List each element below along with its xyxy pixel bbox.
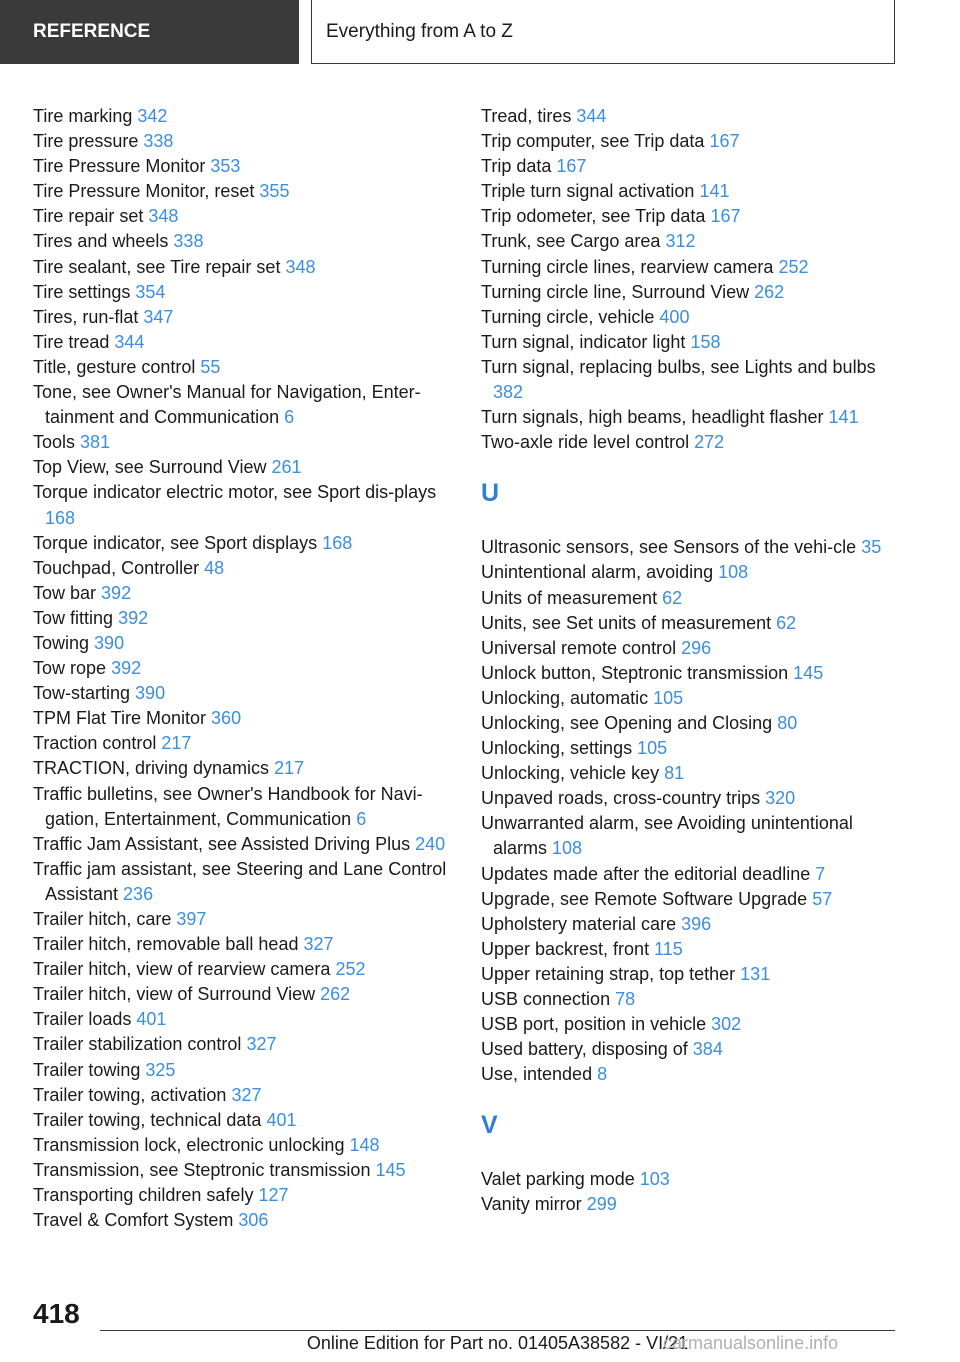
entry-page-link[interactable]: 145 xyxy=(375,1159,406,1180)
index-entry xyxy=(33,706,448,731)
entry-term: Unintentional alarm, avoiding xyxy=(481,562,714,583)
index-entry xyxy=(481,636,891,661)
entry-term: Turning circle line, Surround View xyxy=(481,281,750,302)
index-entry xyxy=(33,606,448,631)
entry-term: Travel & Comfort System xyxy=(33,1210,234,1231)
index-entry xyxy=(33,179,448,204)
index-entry xyxy=(481,305,891,330)
entry-page-link[interactable]: 401 xyxy=(266,1109,297,1130)
entry-term: Tire Pressure Monitor, reset xyxy=(33,181,255,202)
index-entry xyxy=(481,330,891,355)
entry-term: Trunk, see Cargo area xyxy=(481,231,661,252)
entry-term: Tread, tires xyxy=(481,106,572,126)
entry-page-link[interactable]: 390 xyxy=(94,632,125,653)
entry-page-link[interactable]: 48 xyxy=(204,557,225,578)
entry-page-link[interactable]: 80 xyxy=(777,712,798,733)
entry-term: Tow-starting xyxy=(33,683,131,704)
letter-u: U xyxy=(481,479,500,508)
entry-page-link[interactable]: 105 xyxy=(637,738,668,759)
entry-page-link[interactable]: 217 xyxy=(161,733,192,754)
index-group-v xyxy=(481,1167,891,1217)
entry-term: Trailer stabilization control xyxy=(33,1034,242,1055)
entry-page-link[interactable]: 320 xyxy=(765,788,796,809)
entry-page-link[interactable]: 141 xyxy=(828,407,859,428)
index-entry xyxy=(481,535,891,560)
entry-term: TPM Flat Tire Monitor xyxy=(33,708,207,729)
entry-page-link[interactable]: 272 xyxy=(694,432,725,453)
index-entry xyxy=(33,480,448,530)
footer-divider xyxy=(100,1330,895,1331)
entry-page-link[interactable]: 105 xyxy=(653,687,684,708)
entry-term: Title, gesture control xyxy=(33,356,196,377)
entry-page-link[interactable]: 57 xyxy=(812,888,833,909)
entry-page-link[interactable]: 296 xyxy=(681,637,712,658)
entry-term: Trailer hitch, view of rearview camera xyxy=(33,959,331,980)
index-entry xyxy=(481,962,891,987)
entry-page-link[interactable]: 6 xyxy=(356,808,367,829)
entry-term: Trip odometer, see Trip data xyxy=(481,206,706,227)
index-entry xyxy=(33,1058,448,1083)
index-entry xyxy=(33,631,448,656)
entry-term: Tire tread xyxy=(33,331,110,352)
entry-page-link[interactable]: 108 xyxy=(718,562,749,583)
entry-term: Turn signal, indicator light xyxy=(481,331,686,352)
entry-page-link[interactable]: 400 xyxy=(659,306,690,327)
entry-page-link[interactable]: 262 xyxy=(320,984,351,1005)
entry-term: Unlocking, automatic xyxy=(481,687,649,708)
index-entry xyxy=(33,430,448,455)
entry-term: Upper backrest, front xyxy=(481,938,650,959)
index-entry xyxy=(481,862,891,887)
entry-page-link[interactable]: 141 xyxy=(699,181,730,202)
entry-term: Units, see Set units of measurement xyxy=(481,612,772,633)
entry-term: Trailer hitch, removable ball head xyxy=(33,934,299,955)
index-entry xyxy=(481,280,891,305)
index-entry xyxy=(481,255,891,280)
index-entry xyxy=(33,229,448,254)
entry-page-link[interactable]: 236 xyxy=(123,883,154,904)
index-entry xyxy=(33,104,448,129)
index-entry xyxy=(33,1083,448,1108)
entry-page-link[interactable]: 384 xyxy=(692,1039,723,1060)
entry-page-link[interactable]: 397 xyxy=(176,909,207,929)
index-entry xyxy=(33,380,448,430)
index-entry xyxy=(33,355,448,380)
entry-term: Transmission lock, electronic unlocking xyxy=(33,1134,345,1155)
entry-page-link[interactable]: 348 xyxy=(285,256,316,277)
entry-page-link[interactable]: 354 xyxy=(135,281,166,302)
entry-term: Upper retaining strap, top tether xyxy=(481,963,736,984)
entry-term: Valet parking mode xyxy=(481,1169,635,1190)
entry-page-link[interactable]: 131 xyxy=(740,963,771,984)
index-entry xyxy=(33,731,448,756)
entry-page-link[interactable]: 252 xyxy=(335,959,366,980)
index-entry xyxy=(33,907,448,932)
index-entry xyxy=(33,255,448,280)
index-entry xyxy=(481,405,891,430)
edition-note: Online Edition for Part no. 01405A38582 - VI/21 xyxy=(306,1333,689,1353)
index-entry xyxy=(481,786,891,811)
entry-page-link[interactable]: 396 xyxy=(681,913,712,934)
entry-page-link[interactable]: 348 xyxy=(148,206,179,227)
index-entry xyxy=(481,154,891,179)
entry-page-link[interactable]: 262 xyxy=(754,281,785,302)
index-entry xyxy=(481,811,891,861)
watermark: carmanualsonline.info xyxy=(663,1333,839,1353)
entry-page-link[interactable]: 401 xyxy=(136,1009,167,1030)
entry-page-link[interactable]: 148 xyxy=(349,1134,380,1155)
entry-term: Traffic Jam Assistant, see Assisted Driving Plus xyxy=(33,833,411,854)
entry-page-link[interactable]: 312 xyxy=(665,231,696,252)
entry-page-link[interactable]: 306 xyxy=(238,1210,269,1231)
entry-term: Trailer hitch, care xyxy=(33,909,172,929)
entry-page-link[interactable]: 347 xyxy=(143,306,174,327)
page-number: 418 xyxy=(33,1298,80,1329)
index-entry xyxy=(33,154,448,179)
letter-v: V xyxy=(481,1111,498,1140)
entry-term: Tire sealant, see Tire repair set xyxy=(33,256,281,277)
entry-term: Turn signal, replacing bulbs, see Lights and bulbs xyxy=(481,356,876,377)
entry-term: Tone, see Owner's Manual for Navigation, Enter‐tainment and Communication xyxy=(33,382,421,428)
entry-page-link[interactable]: 327 xyxy=(303,934,334,955)
entry-term: Tools xyxy=(33,432,76,453)
index-column-left xyxy=(33,104,448,1233)
entry-term: Traffic bulletins, see Owner's Handbook for Navi‐gation, Entertainment, Communication xyxy=(33,783,423,829)
entry-page-link[interactable]: 392 xyxy=(118,607,149,628)
index-entry xyxy=(481,1037,891,1062)
index-entry xyxy=(481,711,891,736)
index-entry xyxy=(33,656,448,681)
entry-term: Torque indicator electric motor, see Sport dis‐plays xyxy=(33,482,437,503)
index-column-right xyxy=(481,104,891,1218)
entry-page-link[interactable]: 7 xyxy=(815,863,826,884)
entry-term: Trailer towing, activation xyxy=(33,1084,227,1105)
entry-term: Touchpad, Controller xyxy=(33,557,200,578)
entry-term: Turning circle lines, rearview camera xyxy=(481,256,774,277)
index-entry xyxy=(33,129,448,154)
index-entry xyxy=(33,982,448,1007)
entry-term: Updates made after the editorial deadline xyxy=(481,863,811,884)
index-entry xyxy=(481,229,891,254)
entry-term: Turn signals, high beams, headlight flasher xyxy=(481,407,824,428)
entry-page-link[interactable]: 81 xyxy=(664,763,685,784)
entry-page-link[interactable]: 252 xyxy=(778,256,809,277)
entry-term: Unlocking, see Opening and Closing xyxy=(481,712,773,733)
entry-page-link[interactable]: 217 xyxy=(274,758,305,779)
entry-term: Two-axle ride level control xyxy=(481,432,690,453)
entry-term: Universal remote control xyxy=(481,637,677,658)
index-entry xyxy=(33,581,448,606)
entry-term: Unpaved roads, cross-country trips xyxy=(481,788,761,809)
entry-page-link[interactable]: 167 xyxy=(556,156,587,177)
entry-term: Unwarranted alarm, see Avoiding unintentional alarms xyxy=(481,813,853,859)
letter-heading-v xyxy=(481,1087,891,1167)
letter-heading-u xyxy=(481,455,891,535)
index-entry xyxy=(33,782,448,832)
entry-term: Turning circle, vehicle xyxy=(481,306,655,327)
index-entry xyxy=(481,937,891,962)
index-entry xyxy=(481,1192,891,1217)
entry-term: Trailer hitch, view of Surround View xyxy=(33,984,316,1005)
index-entry xyxy=(33,681,448,706)
entry-page-link[interactable]: 327 xyxy=(246,1034,277,1055)
index-entry xyxy=(33,957,448,982)
index-entry xyxy=(481,104,891,129)
index-entry xyxy=(33,1208,448,1233)
index-group-u xyxy=(481,535,891,1087)
entry-term: Upholstery material care xyxy=(481,913,677,934)
entry-page-link[interactable]: 115 xyxy=(654,938,683,959)
entry-term: Towing xyxy=(33,632,90,653)
entry-term: Tire Pressure Monitor xyxy=(33,156,206,177)
entry-page-link[interactable]: 392 xyxy=(101,582,132,603)
entry-page-link[interactable]: 338 xyxy=(173,231,204,252)
entry-term: Torque indicator, see Sport displays xyxy=(33,532,318,553)
entry-page-link[interactable]: 127 xyxy=(258,1185,289,1206)
index-entry xyxy=(481,686,891,711)
index-entry xyxy=(481,355,891,405)
entry-term: USB port, position in vehicle xyxy=(481,1014,707,1035)
chapter-title: Everything from A to Z xyxy=(326,20,513,42)
entry-page-link[interactable]: 327 xyxy=(231,1084,262,1105)
index-entry xyxy=(33,1133,448,1158)
entry-term: Tires and wheels xyxy=(33,231,169,252)
entry-page-link[interactable]: 6 xyxy=(284,407,295,428)
index-entry xyxy=(33,1007,448,1032)
entry-page-link[interactable]: 342 xyxy=(137,106,168,126)
entry-term: Tow rope xyxy=(33,658,107,679)
entry-page-link[interactable]: 299 xyxy=(586,1194,617,1215)
index-entry xyxy=(481,611,891,636)
index-entry xyxy=(481,129,891,154)
entry-page-link[interactable]: 392 xyxy=(111,658,142,679)
entry-page-link[interactable]: 344 xyxy=(576,106,607,126)
index-entry xyxy=(481,1167,891,1192)
entry-page-link[interactable]: 158 xyxy=(690,331,721,352)
index-entry xyxy=(481,430,891,455)
entry-page-link[interactable]: 390 xyxy=(135,683,166,704)
section-title: REFERENCE xyxy=(33,21,151,42)
entry-term: TRACTION, driving dynamics xyxy=(33,758,270,779)
index-entry xyxy=(481,912,891,937)
entry-term: Vanity mirror xyxy=(481,1194,582,1215)
entry-term: Tire pressure xyxy=(33,131,139,152)
entry-page-link[interactable]: 261 xyxy=(271,457,302,478)
index-entry xyxy=(33,1032,448,1057)
entry-term: Triple turn signal activation xyxy=(481,181,695,202)
index-entry xyxy=(33,832,448,857)
index-entry xyxy=(481,661,891,686)
entry-page-link[interactable]: 355 xyxy=(259,181,290,202)
entry-term: Unlock button, Steptronic transmission xyxy=(481,662,789,683)
entry-page-link[interactable]: 353 xyxy=(210,156,241,177)
index-entry xyxy=(33,857,448,907)
index-entry xyxy=(33,305,448,330)
entry-term: Trip computer, see Trip data xyxy=(481,131,705,152)
index-entry xyxy=(33,932,448,957)
entry-term: Trip data xyxy=(481,156,552,177)
entry-term: Upgrade, see Remote Software Upgrade xyxy=(481,888,808,909)
entry-term: Tires, run-flat xyxy=(33,306,139,327)
chapter-header xyxy=(311,0,895,64)
entry-page-link[interactable]: 360 xyxy=(211,708,242,729)
index-entry xyxy=(33,556,448,581)
entry-page-link[interactable]: 103 xyxy=(639,1169,670,1190)
entry-page-link[interactable]: 168 xyxy=(322,532,353,553)
index-entry xyxy=(481,987,891,1012)
entry-term: Ultrasonic sensors, see Sensors of the vehi‐cle xyxy=(481,537,857,558)
index-entry xyxy=(33,455,448,480)
entry-page-link[interactable]: 344 xyxy=(114,331,145,352)
index-entry xyxy=(33,280,448,305)
entry-term: Traction control xyxy=(33,733,157,754)
entry-term: Unlocking, settings xyxy=(481,738,633,759)
entry-page-link[interactable]: 78 xyxy=(615,989,636,1009)
entry-page-link[interactable]: 382 xyxy=(493,382,524,403)
entry-page-link[interactable]: 338 xyxy=(143,131,174,152)
entry-page-link[interactable]: 325 xyxy=(145,1059,176,1080)
entry-term: Tow fitting xyxy=(33,607,114,628)
index-entry xyxy=(481,761,891,786)
entry-page-link[interactable]: 145 xyxy=(793,662,824,683)
entry-page-link[interactable]: 240 xyxy=(415,833,446,854)
index-entry xyxy=(33,531,448,556)
entry-term: Traffic jam assistant, see Steering and Lane Control Assistant xyxy=(33,858,447,904)
entry-page-link[interactable]: 55 xyxy=(200,356,221,377)
index-entry xyxy=(33,1183,448,1208)
index-entry xyxy=(481,736,891,761)
index-entry xyxy=(481,179,891,204)
section-tab xyxy=(0,0,299,64)
index-entry xyxy=(33,1158,448,1183)
entry-term: Tire repair set xyxy=(33,206,144,227)
entry-page-link[interactable]: 62 xyxy=(776,612,797,633)
index-entry xyxy=(481,1062,891,1087)
index-entry xyxy=(481,1012,891,1037)
entry-page-link[interactable]: 168 xyxy=(45,507,76,528)
entry-term: USB connection xyxy=(481,989,611,1009)
index-group-t xyxy=(481,104,891,455)
entry-page-link[interactable]: 302 xyxy=(711,1014,742,1035)
index-entry xyxy=(481,887,891,912)
index-entry xyxy=(481,204,891,229)
entry-term: Use, intended xyxy=(481,1064,593,1085)
entry-term: Tire settings xyxy=(33,281,131,302)
index-entry xyxy=(33,756,448,781)
entry-page-link[interactable]: 35 xyxy=(861,537,882,558)
entry-term: Unlocking, vehicle key xyxy=(481,763,660,784)
entry-term: Trailer towing, technical data xyxy=(33,1109,262,1130)
entry-page-link[interactable]: 167 xyxy=(709,131,740,152)
entry-term: Used battery, disposing of xyxy=(481,1039,688,1060)
entry-term: Trailer towing xyxy=(33,1059,141,1080)
entry-term: Transporting children safely xyxy=(33,1185,254,1206)
entry-term: Transmission, see Steptronic transmission xyxy=(33,1159,371,1180)
entry-page-link[interactable]: 381 xyxy=(80,432,111,453)
index-entry xyxy=(33,204,448,229)
index-entry xyxy=(33,330,448,355)
entry-term: Top View, see Surround View xyxy=(33,457,267,478)
entry-term: Tow bar xyxy=(33,582,97,603)
entry-page-link[interactable]: 167 xyxy=(710,206,741,227)
index-entry xyxy=(33,1108,448,1133)
entry-page-link[interactable]: 108 xyxy=(552,838,583,859)
entry-term: Tire marking xyxy=(33,106,133,126)
index-entry xyxy=(481,586,891,611)
index-entry xyxy=(481,560,891,585)
entry-page-link[interactable]: 62 xyxy=(662,587,683,608)
entry-page-link[interactable]: 8 xyxy=(597,1064,608,1085)
entry-term: Trailer loads xyxy=(33,1009,132,1030)
entry-term: Units of measurement xyxy=(481,587,658,608)
